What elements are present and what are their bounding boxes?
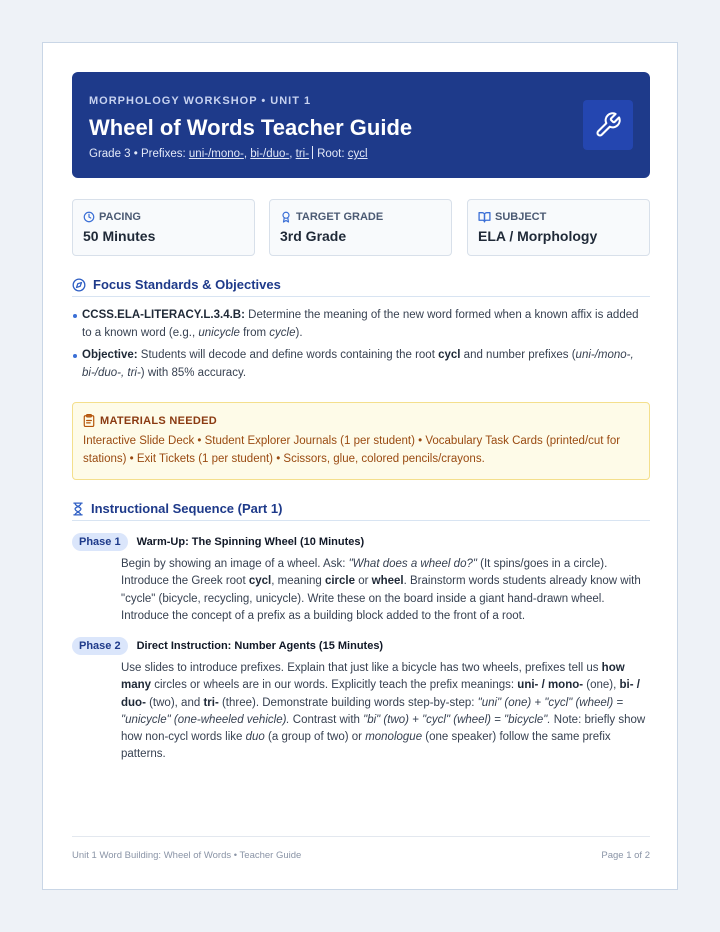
text: wheel — [371, 575, 404, 588]
card-label-grade — [280, 211, 383, 223]
clock-icon — [83, 211, 95, 223]
text: (three). Demonstrate building words step-by-step: — [218, 696, 478, 709]
text: from — [239, 326, 270, 339]
phase-1 — [72, 533, 650, 625]
list-item — [72, 347, 650, 382]
text: unicycle — [198, 326, 240, 339]
phase-header — [72, 637, 650, 655]
text: or — [355, 575, 372, 588]
phase-description — [121, 660, 650, 764]
card-value-grade: 3rd Grade — [280, 228, 347, 244]
objective-label: Objective: — [82, 349, 138, 361]
text: cycl — [248, 575, 272, 588]
card-pacing — [72, 199, 255, 256]
text: uni-/mono-, bi-/duo-, tri- — [82, 349, 634, 379]
footer-title: Unit 1 Word Building: Wheel of Words • Teacher Guide — [72, 850, 302, 861]
phase-description — [121, 556, 650, 625]
card-value-pacing: 50 Minutes — [83, 228, 156, 244]
document-page — [42, 42, 678, 890]
text: ) with 85% accuracy. — [140, 366, 247, 379]
text: (It spins/goes in a circle). Introduce the Greek root — [121, 558, 608, 588]
phase-badge: Phase 1 — [72, 533, 128, 551]
card-label-subject — [478, 211, 546, 223]
info-cards — [72, 199, 650, 256]
text: (a group of two) or — [264, 731, 366, 744]
text: circle — [324, 575, 356, 588]
materials-title: MATERIALS NEEDED — [100, 414, 218, 427]
text: circles or wheels are in our words. Explicitly teach the prefix meanings: — [151, 679, 518, 692]
phase-header — [72, 533, 650, 551]
text: Note: briefly show how non-cycl words like — [121, 713, 646, 744]
book-open-icon — [478, 211, 491, 223]
divider — [312, 146, 313, 159]
text: uni- / mono- — [517, 679, 584, 692]
text: "What does a wheel do?" — [348, 558, 477, 570]
text: tri- — [203, 696, 219, 709]
text: Determine the meaning of the new word formed when a known affix is added to a known word (e.g., — [82, 309, 639, 339]
text: , meaning — [271, 575, 325, 588]
section-heading-sequence — [72, 497, 650, 521]
separator: , — [243, 148, 251, 160]
text: monologue — [365, 731, 423, 744]
text: (two), and — [145, 696, 204, 709]
materials-heading — [83, 414, 217, 427]
label-text: SUBJECT — [495, 211, 547, 223]
text: "uni" (one) + "cycl" (wheel) = "unicycle" (one-wheeled vehicle). — [121, 696, 624, 726]
text: ). — [295, 326, 303, 339]
section-title: Focus Standards & Objectives — [93, 277, 281, 292]
materials-box — [72, 402, 650, 480]
section-heading-standards — [72, 273, 650, 297]
header-banner — [72, 72, 650, 178]
phase-2 — [72, 637, 650, 764]
text: Use slides to introduce prefixes. Explain that just like a bicycle has two wheels, prefixes tell us — [121, 662, 602, 674]
standard-code: CCSS.ELA-LITERACY.L.3.4.B: — [82, 309, 245, 321]
card-label-pacing — [83, 211, 141, 223]
text: duo — [245, 731, 265, 744]
subtitle-lead: Grade 3 • Prefixes: — [89, 148, 189, 160]
text: how many — [121, 662, 625, 692]
card-value-subject: ELA / Morphology — [478, 228, 598, 244]
prefix-bi-duo: bi-/duo- — [250, 148, 290, 160]
text: . Brainstorm words students already know with "cycle" (bicycle, recycling, unicycle). Write these on the board inside a giant hand-drawn wheel. Introduce the concept of a prefix as a building block added to the front of a root. — [121, 575, 641, 622]
phase-title: Direct Instruction: Number Agents (15 Minutes) — [136, 640, 384, 652]
text: Contrast with — [289, 713, 364, 726]
phase-title: Warm-Up: The Spinning Wheel (10 Minutes) — [136, 536, 365, 548]
label-text: TARGET GRADE — [296, 211, 384, 223]
root-label: Root: — [317, 148, 348, 160]
hourglass-icon — [72, 502, 84, 516]
prefix-uni-mono: uni-/mono- — [188, 148, 244, 160]
text: and number prefixes ( — [460, 349, 576, 361]
text: "bi" (two) + "cycl" (wheel) = "bicycle". — [363, 713, 551, 726]
root-cycl: cycl — [347, 148, 368, 160]
text: (one speaker) follow the same prefix patterns. — [121, 731, 611, 761]
text: cycle — [269, 326, 296, 339]
materials-list: Interactive Slide Deck • Student Explorer Journals (1 per student) • Vocabulary Task Cards (printed/cut for stations) • Exit Tickets (1 per student) • Scissors, glue, colored pencils/crayons. — [83, 435, 621, 465]
section-title: Instructional Sequence (Part 1) — [91, 501, 283, 516]
card-target-grade — [269, 199, 452, 256]
text: (one), — [583, 679, 620, 692]
prefix-tri: tri- — [295, 148, 310, 160]
list-item — [72, 307, 650, 342]
text: Begin by showing an image of a wheel. Ask: — [121, 558, 349, 570]
wrench-icon — [583, 100, 633, 150]
text: cycl — [438, 349, 461, 361]
eyebrow: MORPHOLOGY WORKSHOP • UNIT 1 — [89, 95, 312, 107]
standards-list — [72, 307, 650, 387]
compass-icon — [72, 278, 86, 292]
page-footer — [72, 836, 650, 861]
text: bi- / duo- — [121, 679, 640, 709]
award-icon — [280, 211, 292, 223]
page-title: Wheel of Words Teacher Guide — [89, 115, 413, 140]
text: Students will decode and define words containing the root — [137, 349, 439, 361]
card-subject — [467, 199, 650, 256]
label-text: PACING — [99, 211, 141, 223]
separator: , — [289, 148, 296, 160]
subtitle — [89, 146, 368, 160]
phase-badge: Phase 2 — [72, 637, 128, 655]
clipboard-icon — [83, 414, 95, 427]
page-number: Page 1 of 2 — [601, 850, 650, 861]
